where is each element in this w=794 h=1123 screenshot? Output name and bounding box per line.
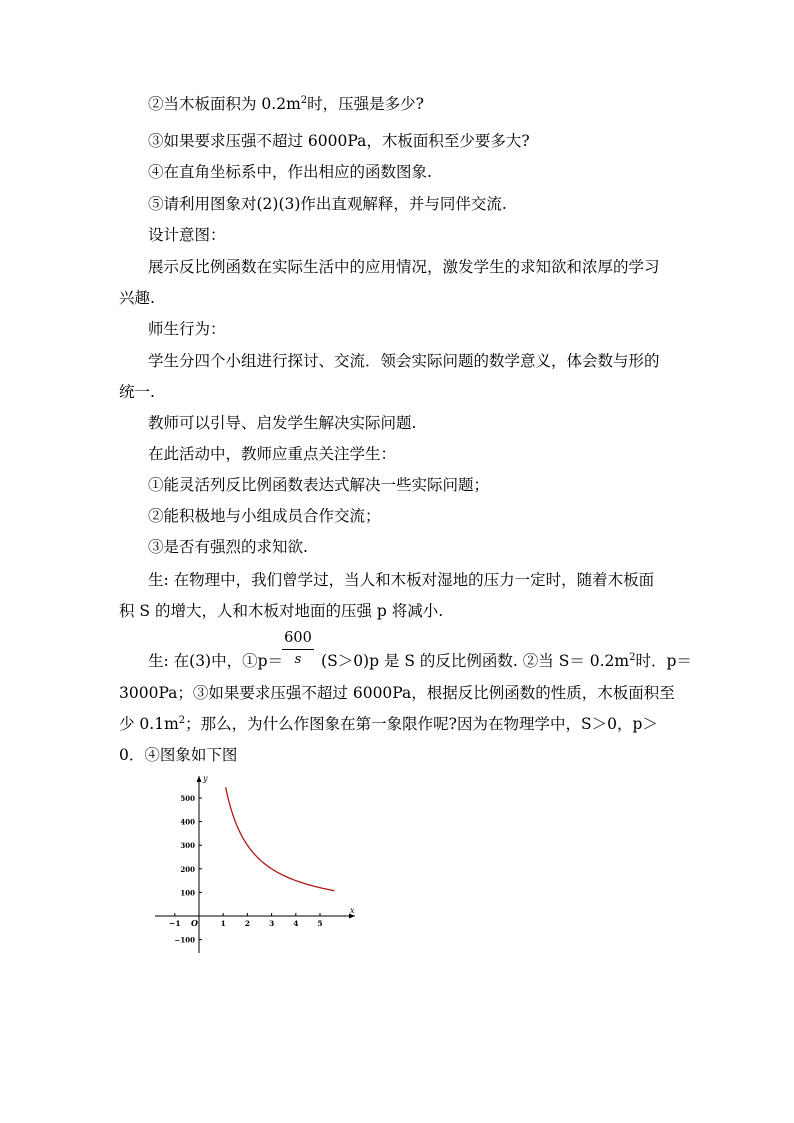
design-intent-text-1: 展示反比例函数在实际生活中的应用情况，激发学生的求知欲和浓厚的学习 (148, 258, 660, 276)
focus-item-1: ①能灵活列反比例函数表达式解决一些实际问题； (148, 476, 490, 494)
y-tick-label: 200 (180, 864, 195, 874)
student-answer-2d: 0．④图象如下图 (119, 746, 238, 764)
student-answer-1a: 生: 在物理中，我们曾学过，当人和木板对湿地的压力一定时，随着木板面 (148, 571, 655, 589)
inverse-proportion-graph (150, 770, 365, 955)
y-tick-label: 500 (180, 794, 195, 803)
focus-item-2: ②能积极地与小组成员合作交流； (148, 507, 381, 525)
x-tick-label: 5 (317, 919, 323, 928)
student-answer-2b: 3000Pa；③如果要求压强不超过 6000Pa，根据反比例函数的性质，木板面积至 (119, 684, 675, 702)
origin-label: O (191, 918, 198, 928)
design-intent-heading: 设计意图： (148, 226, 226, 244)
group-activity-text-2: 统一. (119, 383, 155, 401)
student-answer-1b: 积 S 的增大，人和木板对地面的压强 p 将减小. (119, 602, 444, 620)
x-tick-label: 1 (220, 919, 226, 928)
group-activity-text-1: 学生分四个小组进行探讨、交流．领会实际问题的数学意义，体会数与形的 (148, 352, 660, 370)
y-tick-label: −100 (174, 935, 195, 945)
student-answer-2a: 生: 在(3)中，①p＝ (S＞0)p 是 S 的反比例函数. ②当 $S= 0.2m^2$时．p＝ (148, 652, 692, 670)
function-curve (226, 787, 335, 890)
question-3: ③如果要求压强不超过 6000Pa，木板面积至少要多大? (148, 132, 530, 150)
focus-item-3: ③是否有强烈的求知欲. (148, 538, 308, 556)
question-4: ④在直角坐标系中，作出相应的函数图象. (148, 163, 432, 181)
x-tick-label: 4 (293, 919, 299, 928)
fraction-denominator: s (282, 649, 314, 669)
y-axis-label: y (203, 774, 208, 783)
fraction-numerator: 600 (284, 630, 312, 646)
y-axis-arrow (197, 776, 202, 782)
question-2: ②当木板面积为 $0.2m^2$时，压强是多少? (148, 95, 424, 113)
x-tick-label: 2 (244, 919, 251, 928)
teacher-guide-text: 教师可以引导、启发学生解决实际问题. (148, 414, 417, 432)
y-tick-label: 100 (180, 888, 195, 898)
focus-heading: 在此活动中，教师应重点关注学生： (148, 445, 397, 463)
teacher-student-heading: 师生行为： (148, 320, 226, 338)
x-axis-label: x (350, 906, 355, 915)
y-tick-label: 400 (180, 817, 195, 827)
x-tick-label: 3 (268, 919, 275, 928)
x-tick-label: −1 (169, 919, 181, 928)
student-answer-2c: 少 $0.1m^2$；那么，为什么作图象在第一象限作呢?因为在物理学中，S＞0，p＞ (119, 715, 658, 733)
question-5: ⑤请利用图象对(2)(3)作出直观解释，并与同伴交流. (148, 195, 507, 213)
design-intent-text-2: 兴趣. (119, 289, 155, 307)
y-tick-label: 300 (180, 841, 195, 851)
